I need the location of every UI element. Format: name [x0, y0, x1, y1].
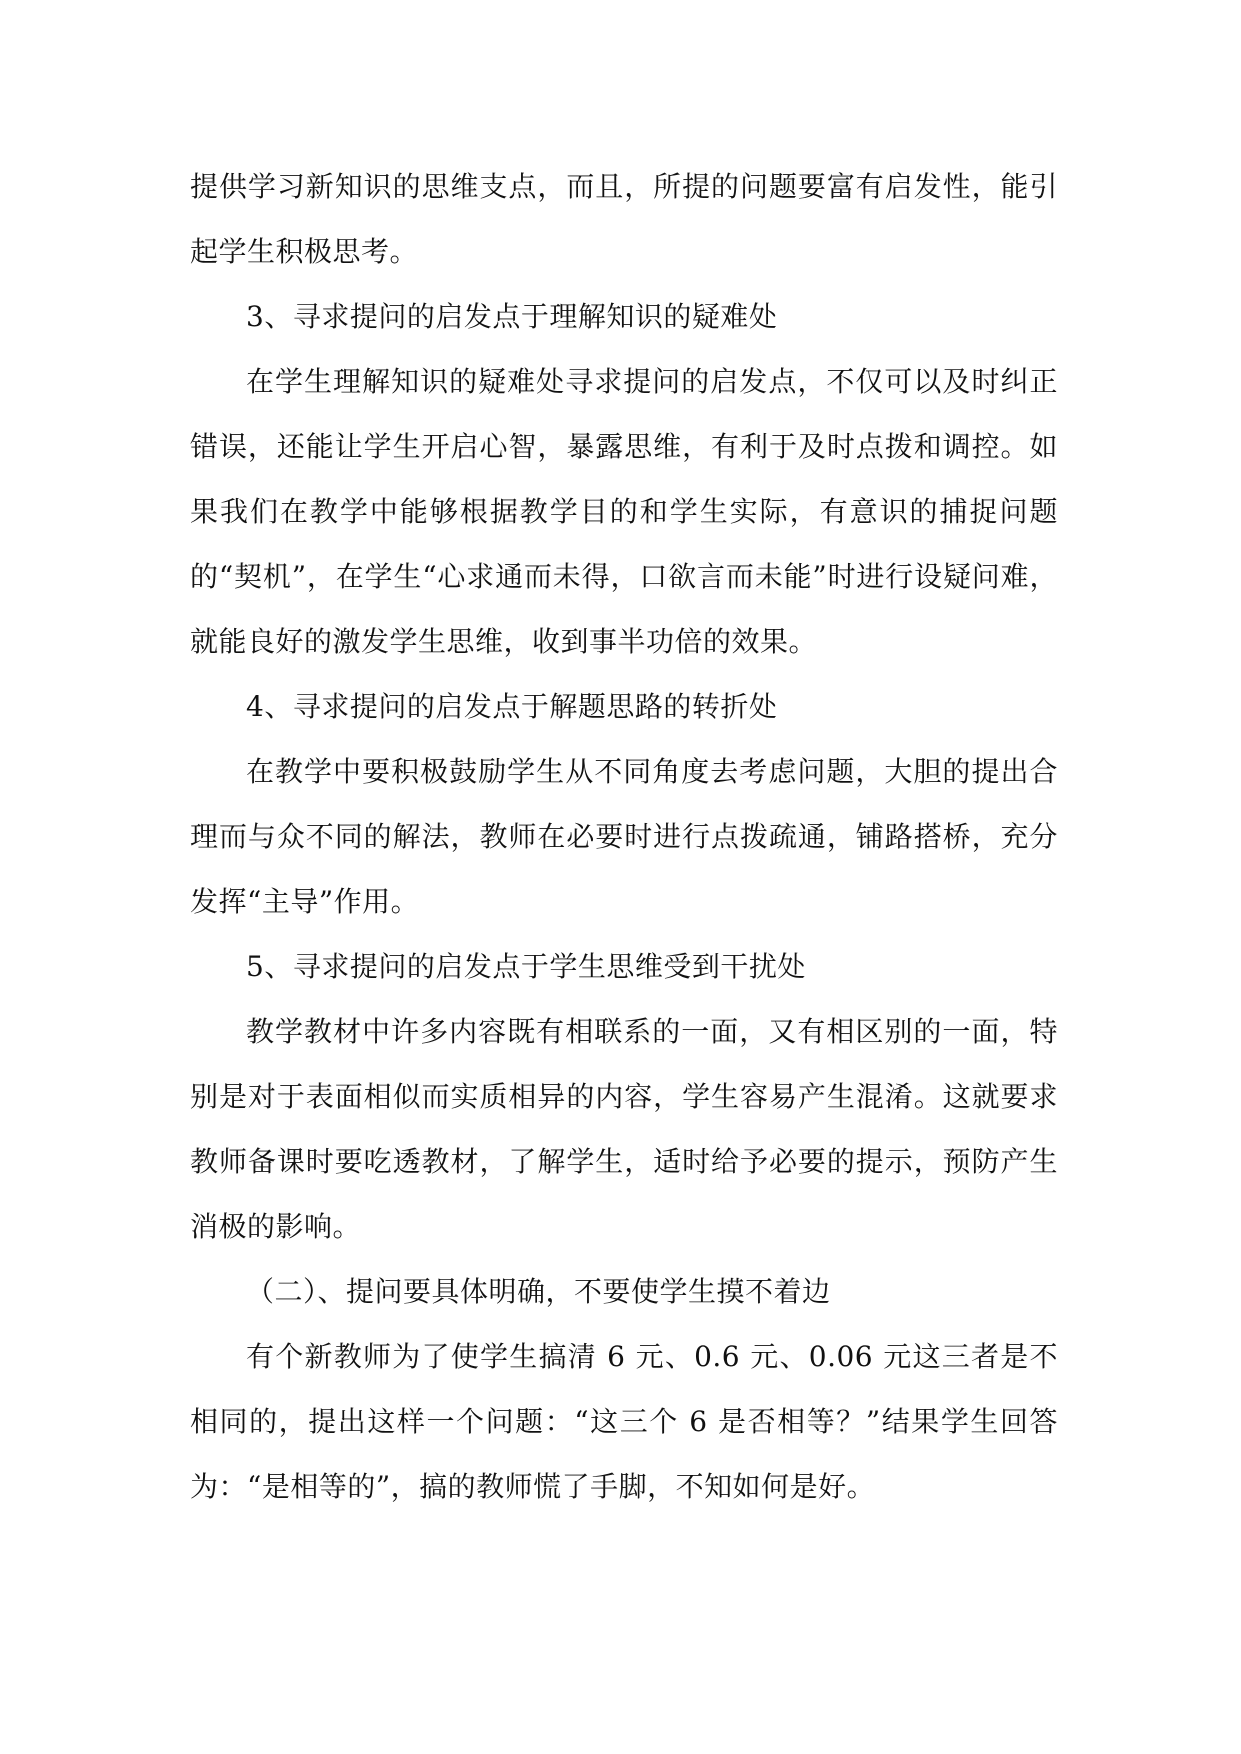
section-heading-3: 3、寻求提问的启发点于理解知识的疑难处	[246, 300, 778, 333]
document-body	[190, 154, 1058, 1519]
paragraph-4: 在教学中要积极鼓励学生从不同角度去考虑问题，大胆的提出合理而与众不同的解法，教师在必要时进行点拨疏通，铺路搭桥，充分发挥“主导”作用。	[190, 755, 1058, 918]
paragraph-5: 教学教材中许多内容既有相联系的一面，又有相区别的一面，特别是对于表面相似而实质相异的内容，学生容易产生混淆。这就要求教师备课时要吃透教材，了解学生，适时给予必要的提示，预防产生消极的影响。	[190, 1015, 1058, 1243]
paragraph-continued: 提供学习新知识的思维支点，而且，所提的问题要富有启发性，能引起学生积极思考。	[190, 170, 1058, 268]
section-heading-4: 4、寻求提问的启发点于解题思路的转折处	[246, 690, 778, 723]
section-heading-5: 5、寻求提问的启发点于学生思维受到干扰处	[246, 950, 806, 983]
section-heading-2: （二）、提问要具体明确，不要使学生摸不着边	[246, 1275, 831, 1308]
paragraph-6: 有个新教师为了使学生搞清 6 元、0.6 元、0.06 元这三者是不相同的，提出这样一个问题：“这三个 6 是否相等？”结果学生回答为：“是相等的”，搞的教师慌了手脚，不知如何是好。	[190, 1340, 1058, 1503]
paragraph-3: 在学生理解知识的疑难处寻求提问的启发点，不仅可以及时纠正错误，还能让学生开启心智，暴露思维，有利于及时点拨和调控。如果我们在教学中能够根据教学目的和学生实际，有意识的捕捉问题的“契机”，在学生“心求通而未得，口欲言而未能”时进行设疑问难，就能良好的激发学生思维，收到事半功倍的效果。	[190, 365, 1058, 658]
